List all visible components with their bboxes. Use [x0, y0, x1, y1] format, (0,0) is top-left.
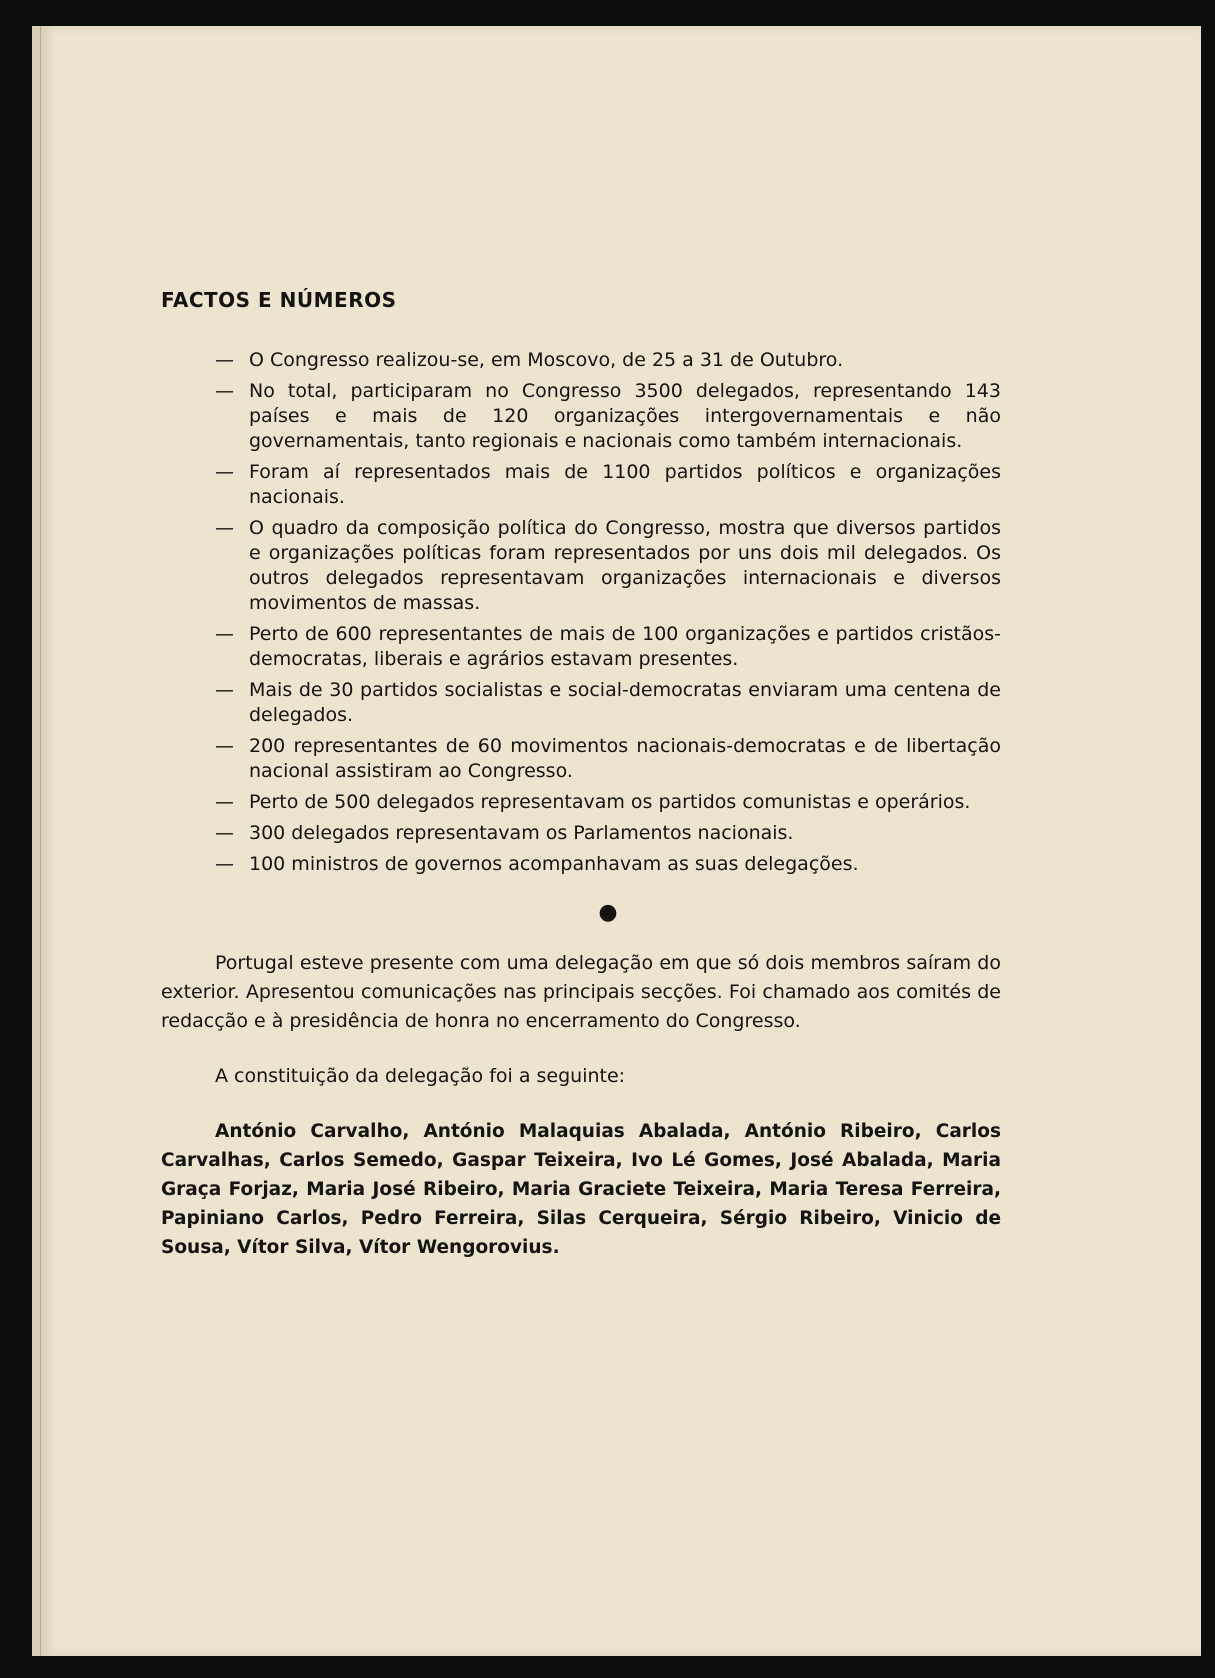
fact-text: Mais de 30 partidos socialistas e social-democratas enviaram uma centena de delegados. [249, 679, 1001, 726]
fact-text: 300 delegados representavam os Parlamentos nacionais. [249, 822, 794, 844]
dash-marker: — [215, 517, 234, 539]
paragraph-portugal: Portugal esteve presente com uma delegação em que só dois membros saíram do exterior. Apresentou comunicações nas principais secções. Foi chamado aos comités de redacção e à presidência de honra no encerramento do Congresso. [161, 952, 1001, 1032]
fact-text: Foram aí representados mais de 1100 partidos políticos e organizações nacionais. [249, 461, 1001, 508]
fact-item [215, 348, 1001, 373]
fact-item [215, 790, 1001, 815]
fact-item [215, 678, 1001, 728]
fact-text: Perto de 600 representantes de mais de 100 organizações e partidos cristãos-democratas, liberais e agrários estavam presentes. [249, 623, 1001, 670]
dash-marker: — [215, 822, 234, 844]
dash-marker: — [215, 623, 234, 645]
page-edge [32, 26, 40, 1656]
delegation-names: António Carvalho, António Malaquias Abalada, António Ribeiro, Carlos Carvalhas, Carlos Semedo, Gaspar Teixeira, Ivo Lé Gomes, José Abalada, Maria Graça Forjaz, Maria José Ribeiro, Maria Graciete Teixeira, Maria Teresa Ferreira, Papiniano Carlos, Pedro Ferreira, Silas Cerqueira, Sérgio Ribeiro, Vinicio de Sousa, Vítor Silva, Vítor Wengorovius. [161, 1121, 1001, 1258]
fact-item [215, 852, 1001, 877]
fact-item [215, 516, 1001, 616]
fact-text: 200 representantes de 60 movimentos nacionais-democratas e de libertação nacional assistiram ao Congresso. [249, 735, 1001, 782]
fact-text: Perto de 500 delegados representavam os partidos comunistas e operários. [249, 791, 971, 813]
dash-marker: — [215, 380, 234, 402]
fact-item [215, 622, 1001, 672]
section-heading: FACTOS E NÚMEROS [161, 288, 397, 312]
fact-item [215, 734, 1001, 784]
facts-list [161, 348, 1001, 877]
fact-item [215, 460, 1001, 510]
fact-text: 100 ministros de governos acompanhavam as suas delegações. [249, 853, 859, 875]
fact-text: O quadro da composição política do Congresso, mostra que diversos partidos e organizações políticas foram representados por uns dois mil delegados. Os outros delegados representavam organizações internacionais e diversos movimentos de massas. [249, 517, 1001, 614]
dash-marker: — [215, 735, 234, 757]
fact-text: No total, participaram no Congresso 3500 delegados, representando 143 países e mais de 120 organizações intergovernamentais e não governamentais, tanto regionais e nacionais como também internacionais. [249, 380, 1001, 452]
fact-item [215, 821, 1001, 846]
bullet-separator: ● [598, 900, 618, 925]
paragraph-constituicao: A constituição da delegação foi a seguinte: [215, 1065, 626, 1087]
dash-marker: — [215, 679, 234, 701]
dash-marker: — [215, 349, 234, 371]
dash-marker: — [215, 853, 234, 875]
dash-marker: — [215, 791, 234, 813]
fact-text: O Congresso realizou-se, em Moscovo, de 25 a 31 de Outubro. [249, 349, 844, 371]
document-content [161, 286, 1001, 1262]
dash-marker: — [215, 461, 234, 483]
fact-item [215, 379, 1001, 454]
